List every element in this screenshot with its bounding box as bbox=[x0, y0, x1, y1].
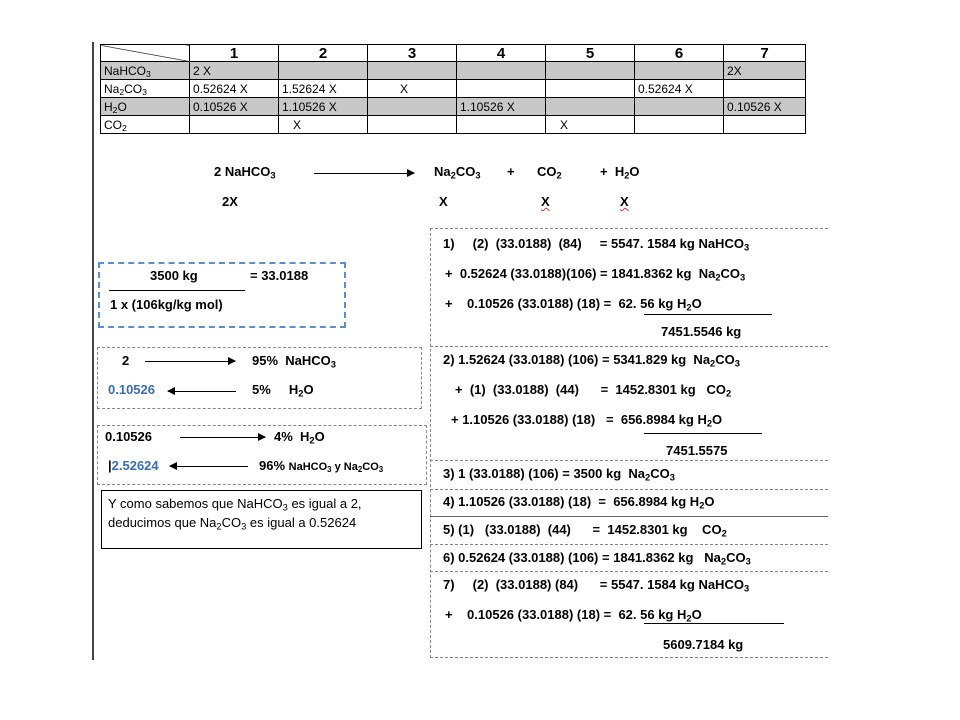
section-divider bbox=[430, 346, 828, 347]
table-cell: X bbox=[279, 116, 368, 134]
section-divider bbox=[430, 544, 828, 545]
calc4-line: 4) 1.10526 (33.0188) (18) = 656.8984 kg $H_2O$ bbox=[443, 494, 715, 511]
column-header: 5 bbox=[546, 45, 635, 62]
table-row bbox=[101, 98, 806, 116]
calc2-total: 7451.5575 bbox=[666, 443, 728, 458]
calc1-total: 7451.5546 kg bbox=[661, 324, 742, 339]
pct1-left-top: 2 bbox=[122, 353, 130, 368]
table-cell bbox=[457, 116, 546, 134]
pct1-left-bottom: 0.10526 bbox=[108, 382, 155, 397]
calc2-line2: + (1) (33.0188) (44) = 1452.8301 kg $CO_2$ bbox=[455, 382, 732, 399]
table-cell bbox=[635, 98, 724, 116]
note-line-2: deducimos que $Na_2CO_3$ es igual a 0.52624 bbox=[108, 515, 357, 532]
moles-numerator: 3500 kg bbox=[150, 268, 198, 283]
coef-h2o: X bbox=[620, 194, 629, 209]
table-cell bbox=[457, 80, 546, 98]
table-cell bbox=[546, 80, 635, 98]
column-header: 2 bbox=[279, 45, 368, 62]
table-cell bbox=[368, 116, 457, 134]
table-cell bbox=[546, 98, 635, 116]
coef-co2: X bbox=[541, 194, 550, 209]
pct2-left-top: 0.10526 bbox=[105, 429, 152, 444]
calc1-line3: + 0.10526 (33.0188) (18) = 62. 56 kg $H_2O$ bbox=[445, 296, 702, 313]
moles-result: = 33.0188 bbox=[250, 268, 309, 283]
table-cell bbox=[635, 116, 724, 134]
table-cell: 0.52624 X bbox=[635, 80, 724, 98]
table-row bbox=[101, 80, 806, 98]
column-header: 4 bbox=[457, 45, 546, 62]
calc6-line: 6) 0.52624 (33.0188) (106) = 1841.8362 kg $Na_2CO_3$ bbox=[443, 550, 751, 567]
table-cell bbox=[368, 62, 457, 80]
calc1-line2: + 0.52624 (33.0188)(106) = 1841.8362 kg $Na_2CO_3$ bbox=[445, 266, 746, 283]
calc5-line: 5) (1) (33.0188) (44) = 1452.8301 kg $CO_2$ bbox=[443, 522, 727, 539]
arrow-right bbox=[180, 437, 265, 438]
table-cell: 2 X bbox=[190, 62, 279, 80]
row-label-co2: $CO_2$ bbox=[101, 116, 190, 134]
calc7-line2: + 0.10526 (33.0188) (18) = 62. 56 kg $H_2O$ bbox=[445, 607, 702, 624]
table-cell: X bbox=[368, 80, 457, 98]
reaction-product-na2co3: $Na_2CO_3$ bbox=[434, 164, 481, 181]
arrow-left bbox=[170, 466, 248, 467]
section-divider bbox=[430, 460, 828, 461]
table-cell: 1.10526 X bbox=[279, 98, 368, 116]
moles-denominator: 1 x (106kg/kg mol) bbox=[110, 297, 223, 312]
header-corner-cell bbox=[101, 45, 190, 62]
pct2-left-bottom: |2.52624 bbox=[108, 458, 159, 473]
coef-reactant: 2X bbox=[222, 194, 238, 209]
pct1-right-bottom: 5% $H_2O$ bbox=[252, 382, 314, 399]
reaction-product-co2: $CO_2$ bbox=[537, 164, 562, 181]
reaction-reactant: 2 NaHCO$_3$ bbox=[214, 164, 276, 181]
calc3-line: 3) 1 (33.0188) (106) = 3500 kg $Na_2CO_3$ bbox=[443, 466, 675, 483]
species-table bbox=[100, 44, 806, 134]
table-cell bbox=[724, 116, 806, 134]
section-divider bbox=[430, 571, 828, 572]
pct2-right-top: 4% $H_2O$ bbox=[274, 429, 325, 446]
reaction-arrow bbox=[314, 173, 414, 174]
arrow-left bbox=[168, 391, 236, 392]
table-row bbox=[101, 62, 806, 80]
table-cell bbox=[368, 98, 457, 116]
table-cell: 1.10526 X bbox=[457, 98, 546, 116]
calc7-total: 5609.7184 kg bbox=[663, 637, 744, 652]
column-header: 1 bbox=[190, 45, 279, 62]
table-row bbox=[101, 116, 806, 134]
calc2-line1: 2) 1.52624 (33.0188) (106) = 5341.829 kg $Na_2CO_3$ bbox=[443, 352, 740, 369]
reaction-product-h2o: + $H_2O$ bbox=[600, 164, 640, 181]
row-label-na2co3: $Na_2CO_3$ bbox=[101, 80, 190, 98]
table-cell: 0.10526 X bbox=[724, 98, 806, 116]
table-cell bbox=[279, 62, 368, 80]
table-cell: 0.10526 X bbox=[190, 98, 279, 116]
table-header-row bbox=[101, 45, 806, 62]
table-cell bbox=[546, 62, 635, 80]
table-cell: X bbox=[546, 116, 635, 134]
arrow-right bbox=[145, 361, 235, 362]
table-cell bbox=[190, 116, 279, 134]
section-divider bbox=[430, 516, 828, 517]
table-cell: 2X bbox=[724, 62, 806, 80]
row-label-nahco3: NaHCO$_3$ bbox=[101, 62, 190, 80]
row-label-h2o: $H_2O$ bbox=[101, 98, 190, 116]
calc1-line1: 1) (2) (33.0188) (84) = 5547. 1584 kg NaHCO$_3$ bbox=[443, 236, 750, 253]
table-cell: 0.52624 X bbox=[190, 80, 279, 98]
table-cell: 1.52624 X bbox=[279, 80, 368, 98]
column-header: 7 bbox=[724, 45, 806, 62]
table-cell bbox=[635, 62, 724, 80]
fraction-bar bbox=[109, 290, 245, 291]
calculation-panel bbox=[430, 228, 828, 658]
left-margin-line bbox=[92, 42, 94, 660]
calc2-line3: + 1.10526 (33.0188) (18) = 656.8984 kg $H_2O$ bbox=[451, 412, 723, 429]
column-header: 3 bbox=[368, 45, 457, 62]
pct1-right-top: 95% NaHCO$_3$ bbox=[252, 353, 336, 370]
calc7-line1: 7) (2) (33.0188) (84) = 5547. 1584 kg NaHCO$_3$ bbox=[443, 577, 750, 594]
note-line-1: Y como sabemos que NaHCO$_3$ es igual a 2, bbox=[108, 496, 362, 513]
coef-na2co3: X bbox=[439, 194, 448, 209]
table-cell bbox=[724, 80, 806, 98]
sum-rule bbox=[644, 623, 784, 624]
table-cell bbox=[457, 62, 546, 80]
pct2-right-bottom: 96% NaHCO$_3$ y $Na_2CO_3$ bbox=[259, 458, 384, 474]
moles-box bbox=[98, 262, 346, 328]
sum-rule bbox=[644, 433, 762, 434]
section-divider bbox=[430, 489, 828, 490]
column-header: 6 bbox=[635, 45, 724, 62]
reaction-plus: + bbox=[507, 164, 515, 179]
sum-rule bbox=[644, 314, 772, 315]
